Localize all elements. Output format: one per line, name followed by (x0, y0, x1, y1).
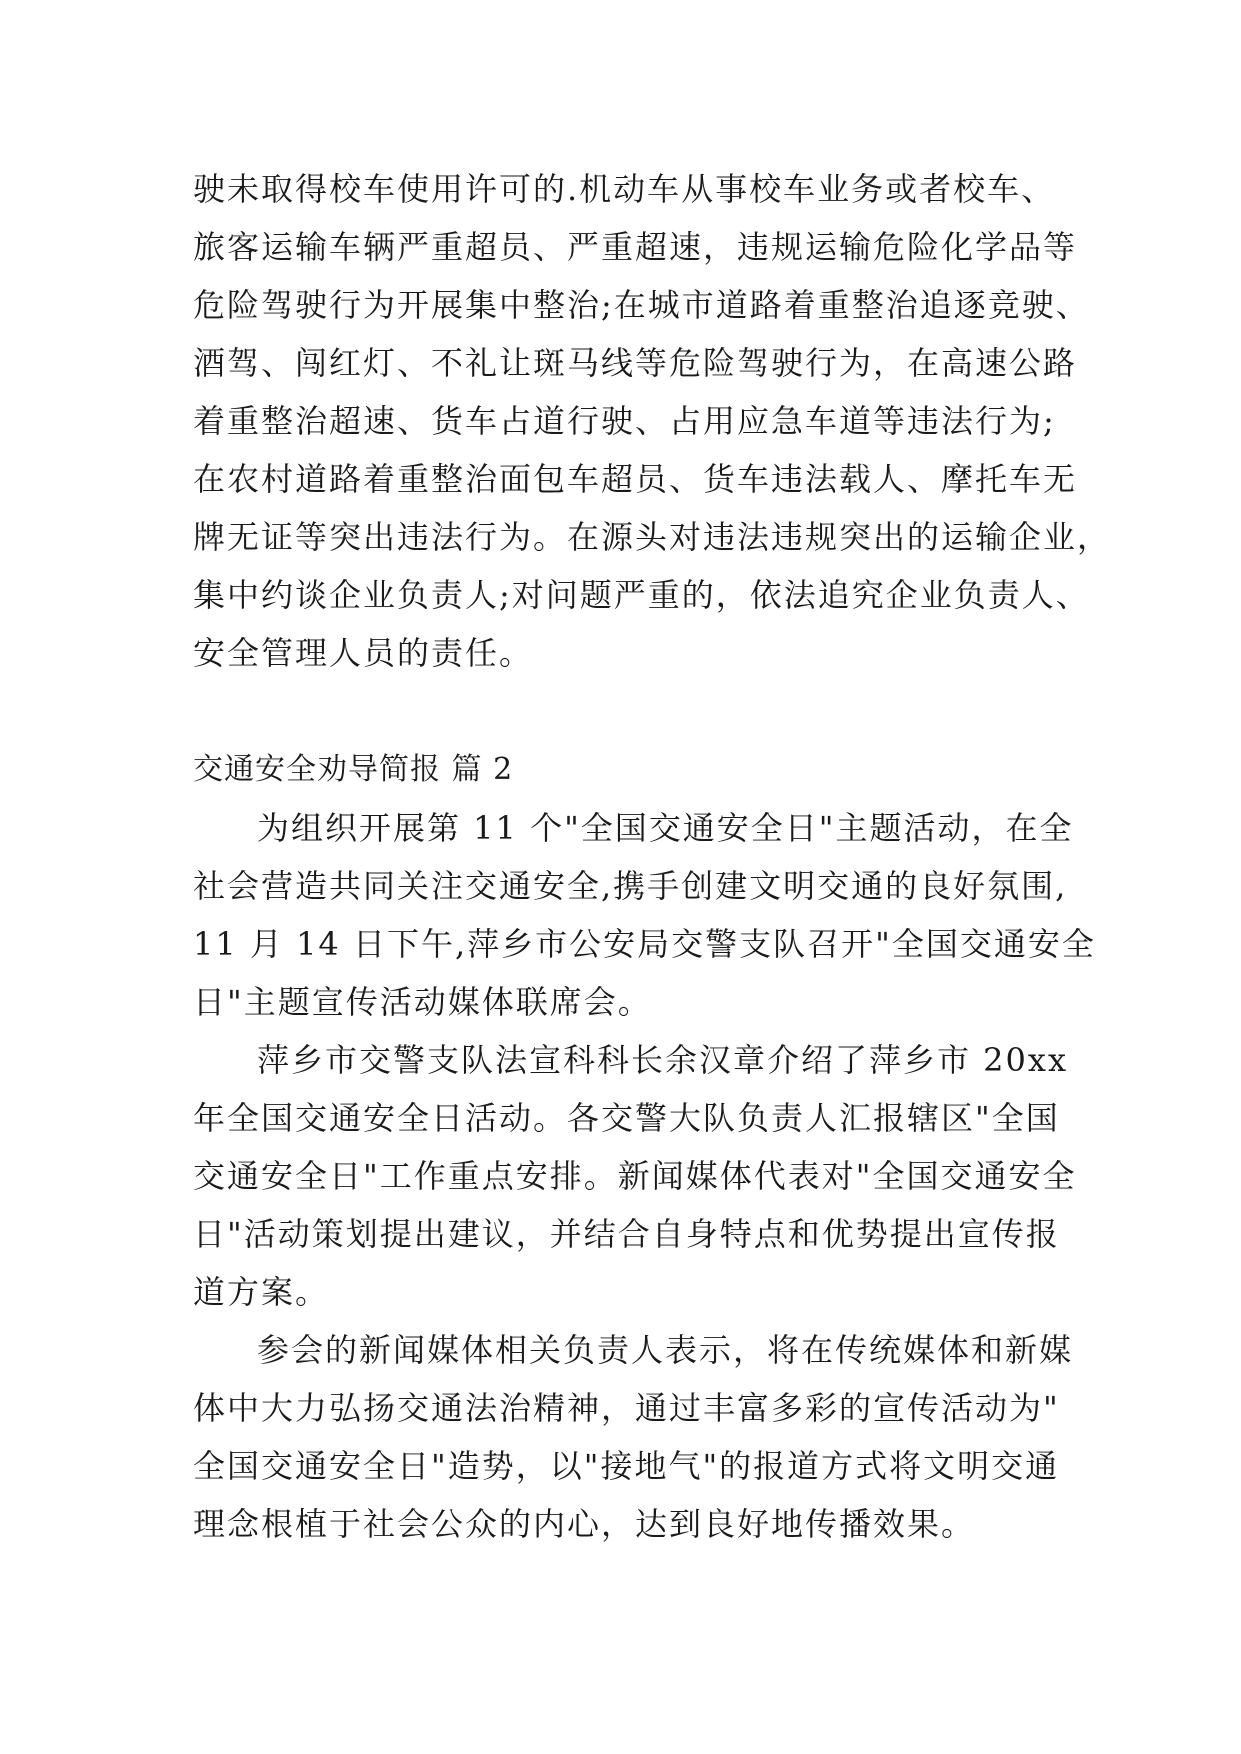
text-line: 体中大力弘扬交通法治精神，通过丰富多彩的宣传活动为" (193, 1389, 1060, 1427)
text-line: 危险驾驶行为开展集中整治;在城市道路着重整治追逐竞驶、 (193, 286, 1090, 324)
text-line: 参会的新闻媒体相关负责人表示，将在传统媒体和新媒 (257, 1331, 1074, 1369)
text-line: 交通安全日"工作重点安排。新闻媒体代表对"全国交通安全 (193, 1157, 1077, 1195)
text-line: 安全管理人员的责任。 (193, 634, 534, 672)
paragraph-continued (193, 160, 1112, 682)
text-line: 着重整治超速、货车占道行驶、占用应急车道等违法行为; (193, 402, 1056, 440)
text-line: 牌无证等突出违法行为。在源头对违法违规突出的运输企业， (193, 518, 1112, 556)
text-line: 为组织开展第 11 个"全国交通安全日"主题活动，在全 (257, 809, 1074, 847)
text-line: 旅客运输车辆严重超员、严重超速，违规运输危险化学品等 (193, 228, 1078, 266)
text-line: 年全国交通安全日活动。各交警大队负责人汇报辖区"全国 (193, 1099, 1060, 1137)
text-line: 社会营造共同关注交通安全,携手创建文明交通的良好氛围, (193, 867, 1068, 905)
text-line: 11 月 14 日下午,萍乡市公安局交警支队召开"全国交通安全 (193, 925, 1096, 963)
text-line: 萍乡市交警支队法宣科科长余汉章介绍了萍乡市 20xx (257, 1041, 1068, 1079)
text-line: 道方案。 (193, 1273, 330, 1311)
text-line: 全国交通安全日"造势，以"接地气"的报道方式将文明交通 (193, 1447, 1060, 1485)
text-line: 理念根植于社会公众的内心，达到良好地传播效果。 (193, 1505, 976, 1543)
paragraph (193, 1031, 1077, 1321)
text-line: 日"活动策划提出建议，并结合自身特点和优势提出宣传报 (193, 1215, 1060, 1253)
paragraph (193, 799, 1096, 1031)
text-line: 日"主题宣传活动媒体联席会。 (193, 983, 652, 1021)
text-line: 集中约谈企业负责人;对问题严重的，依法追究企业负责人、 (193, 576, 1090, 614)
text-line: 酒驾、闯红灯、不礼让斑马线等危险驾驶行为，在高速公路 (193, 344, 1078, 382)
text-line: 驶未取得校车使用许可的.机动车从事校车业务或者校车、 (193, 170, 1056, 208)
article-section (193, 741, 1096, 1553)
section-title: 交通安全劝导简报 篇 2 (193, 752, 514, 787)
paragraph (193, 1321, 1074, 1553)
text-line: 在农村道路着重整治面包车超员、货车违法载人、摩托车无 (193, 460, 1078, 498)
